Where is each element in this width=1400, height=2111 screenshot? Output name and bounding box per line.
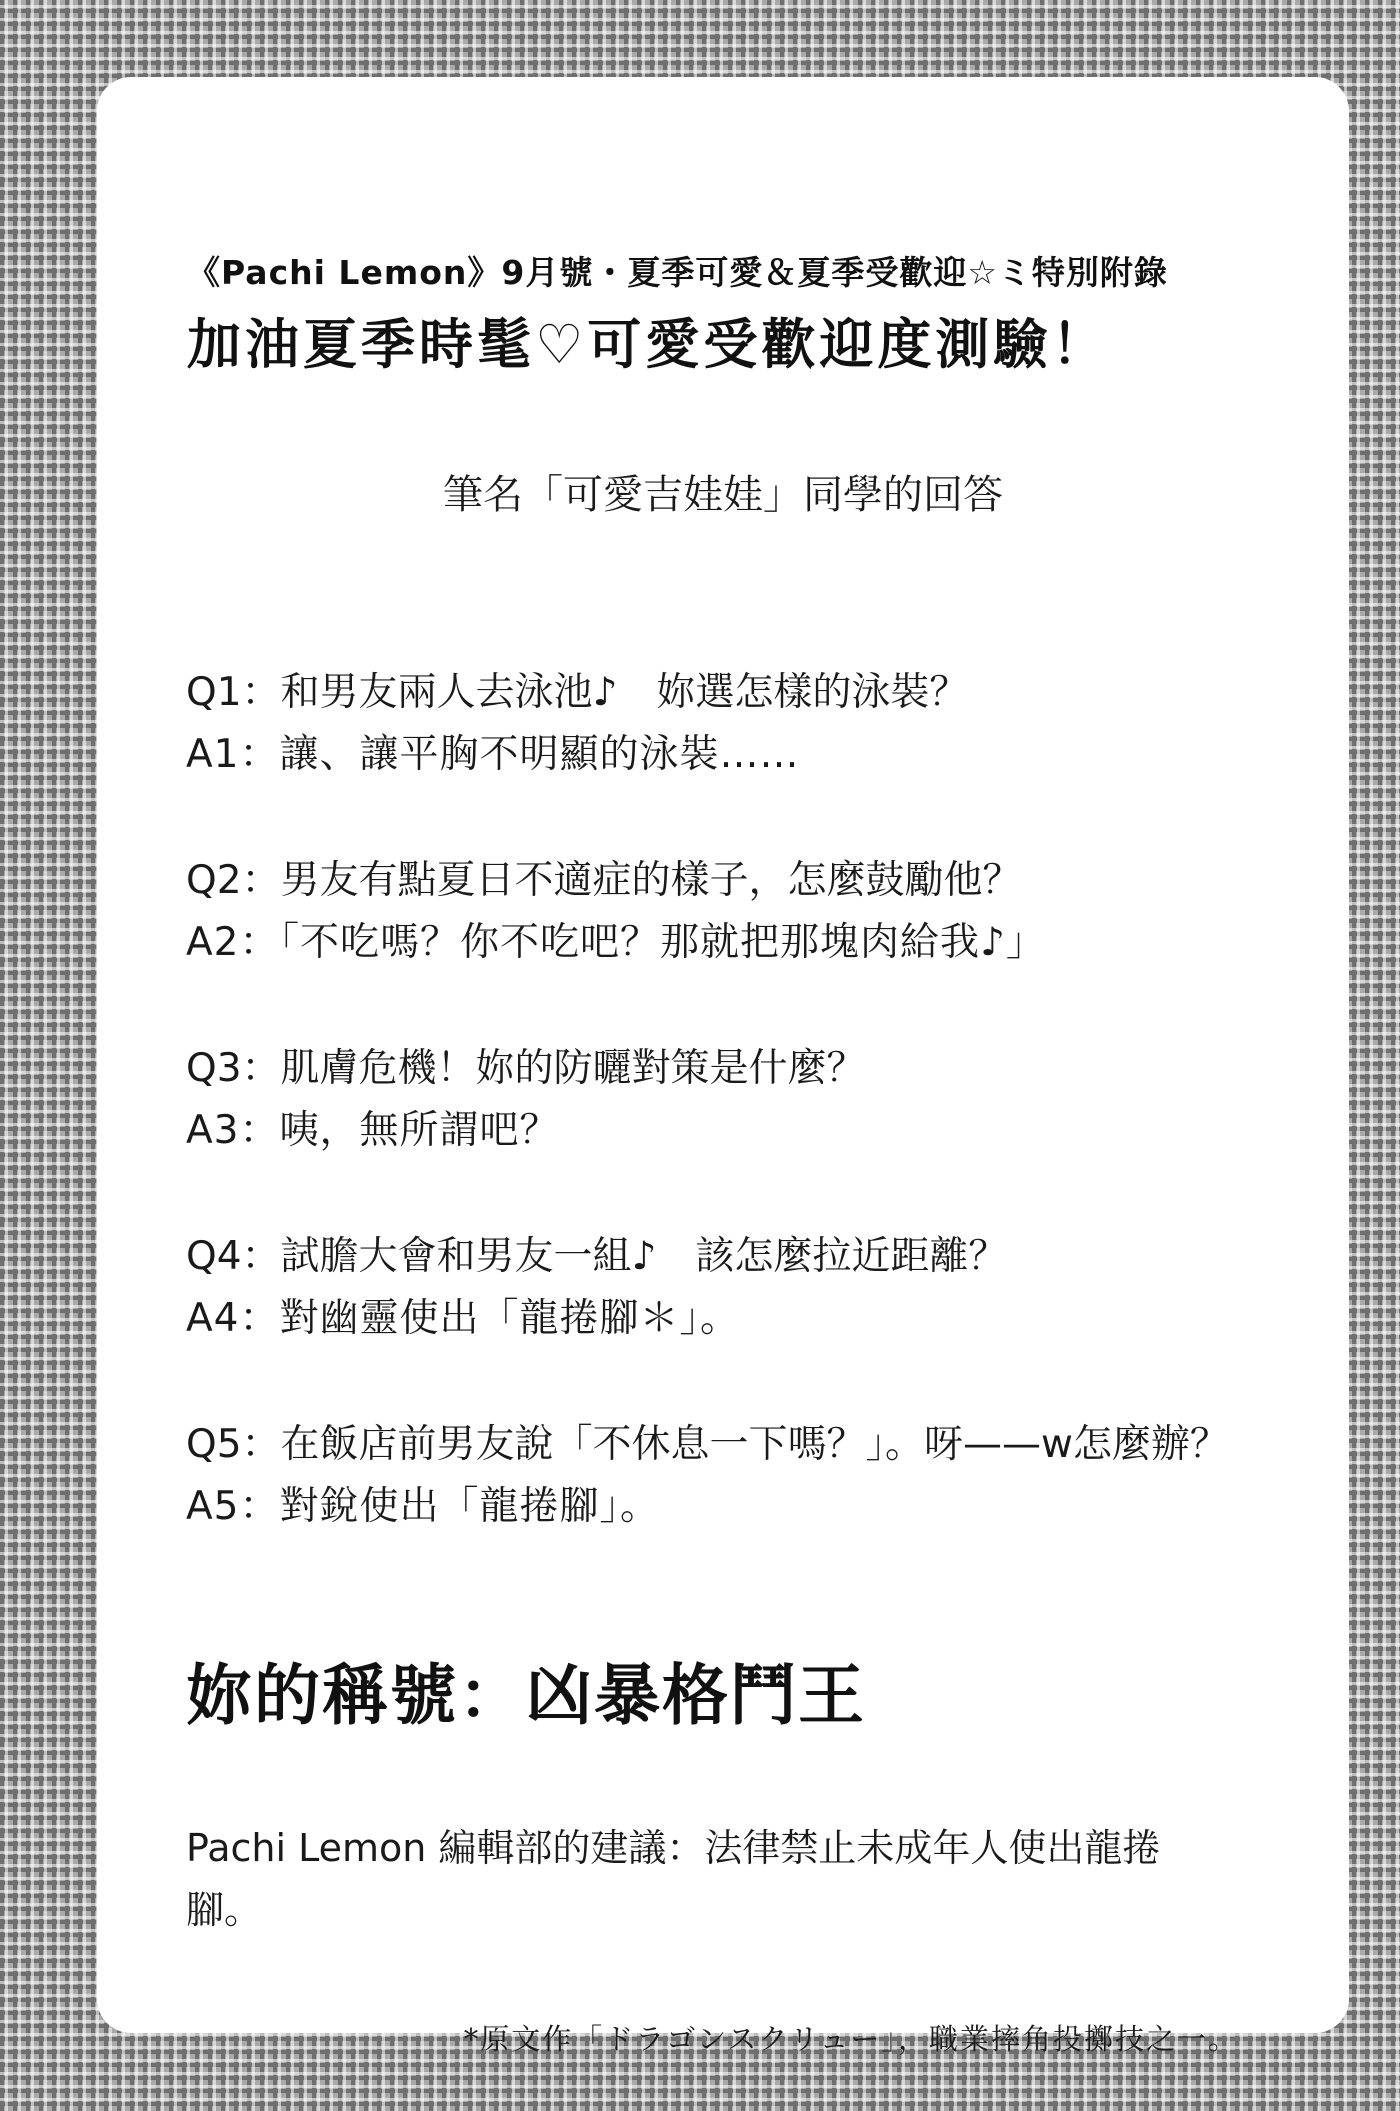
editor-advice: Pachi Lemon 編輯部的建議：法律禁止未成年人使出龍捲腳。 — [186, 1826, 1161, 1932]
magazine-header: 《Pachi Lemon》9月號・夏季可愛＆夏季受歡迎☆ミ特別附錄 — [187, 253, 1168, 292]
qa-item-1 — [186, 662, 1246, 786]
result-title: 妳的稱號：凶暴格鬥王 — [186, 1657, 866, 1734]
question-3: Q3：肌膚危機！妳的防曬對策是什麼？ — [186, 1046, 866, 1091]
qa-item-3 — [186, 1038, 1246, 1162]
footnote: *原文作「ドラゴンスクリュー」，職業摔角投擲技之一。 — [463, 2022, 1239, 2056]
qa-item-4 — [186, 1226, 1246, 1350]
answer-5: A5：對銳使出「龍捲腳」。 — [186, 1484, 660, 1529]
question-5: Q5：在飯店前男友說「不休息一下嗎？」。呀——w怎麼辦？ — [186, 1422, 1229, 1467]
answer-2: A2：「不吃嗎？你不吃吧？那就把那塊肉給我♪」 — [186, 920, 1046, 965]
quiz-title: 加油夏季時髦♡可愛受歡迎度測驗！ — [187, 313, 1110, 376]
qa-item-2 — [186, 850, 1246, 974]
answer-4: A4：對幽靈使出「龍捲腳＊」。 — [186, 1296, 740, 1341]
page-card — [97, 77, 1349, 2056]
answer-subtitle: 筆名「可愛吉娃娃」同學的回答 — [443, 472, 1003, 518]
question-4: Q4：試膽大會和男友一組♪ 該怎麼拉近距離？ — [186, 1234, 1008, 1279]
answer-3: A3：咦，無所謂吧？ — [186, 1108, 560, 1153]
question-1: Q1：和男友兩人去泳池♪ 妳選怎樣的泳裝？ — [186, 670, 969, 715]
question-2: Q2：男友有點夏日不適症的樣子，怎麼鼓勵他？ — [186, 858, 1022, 903]
qa-item-5 — [186, 1414, 1246, 1538]
answer-1: A1：讓、讓平胸不明顯的泳裝…… — [186, 732, 800, 777]
